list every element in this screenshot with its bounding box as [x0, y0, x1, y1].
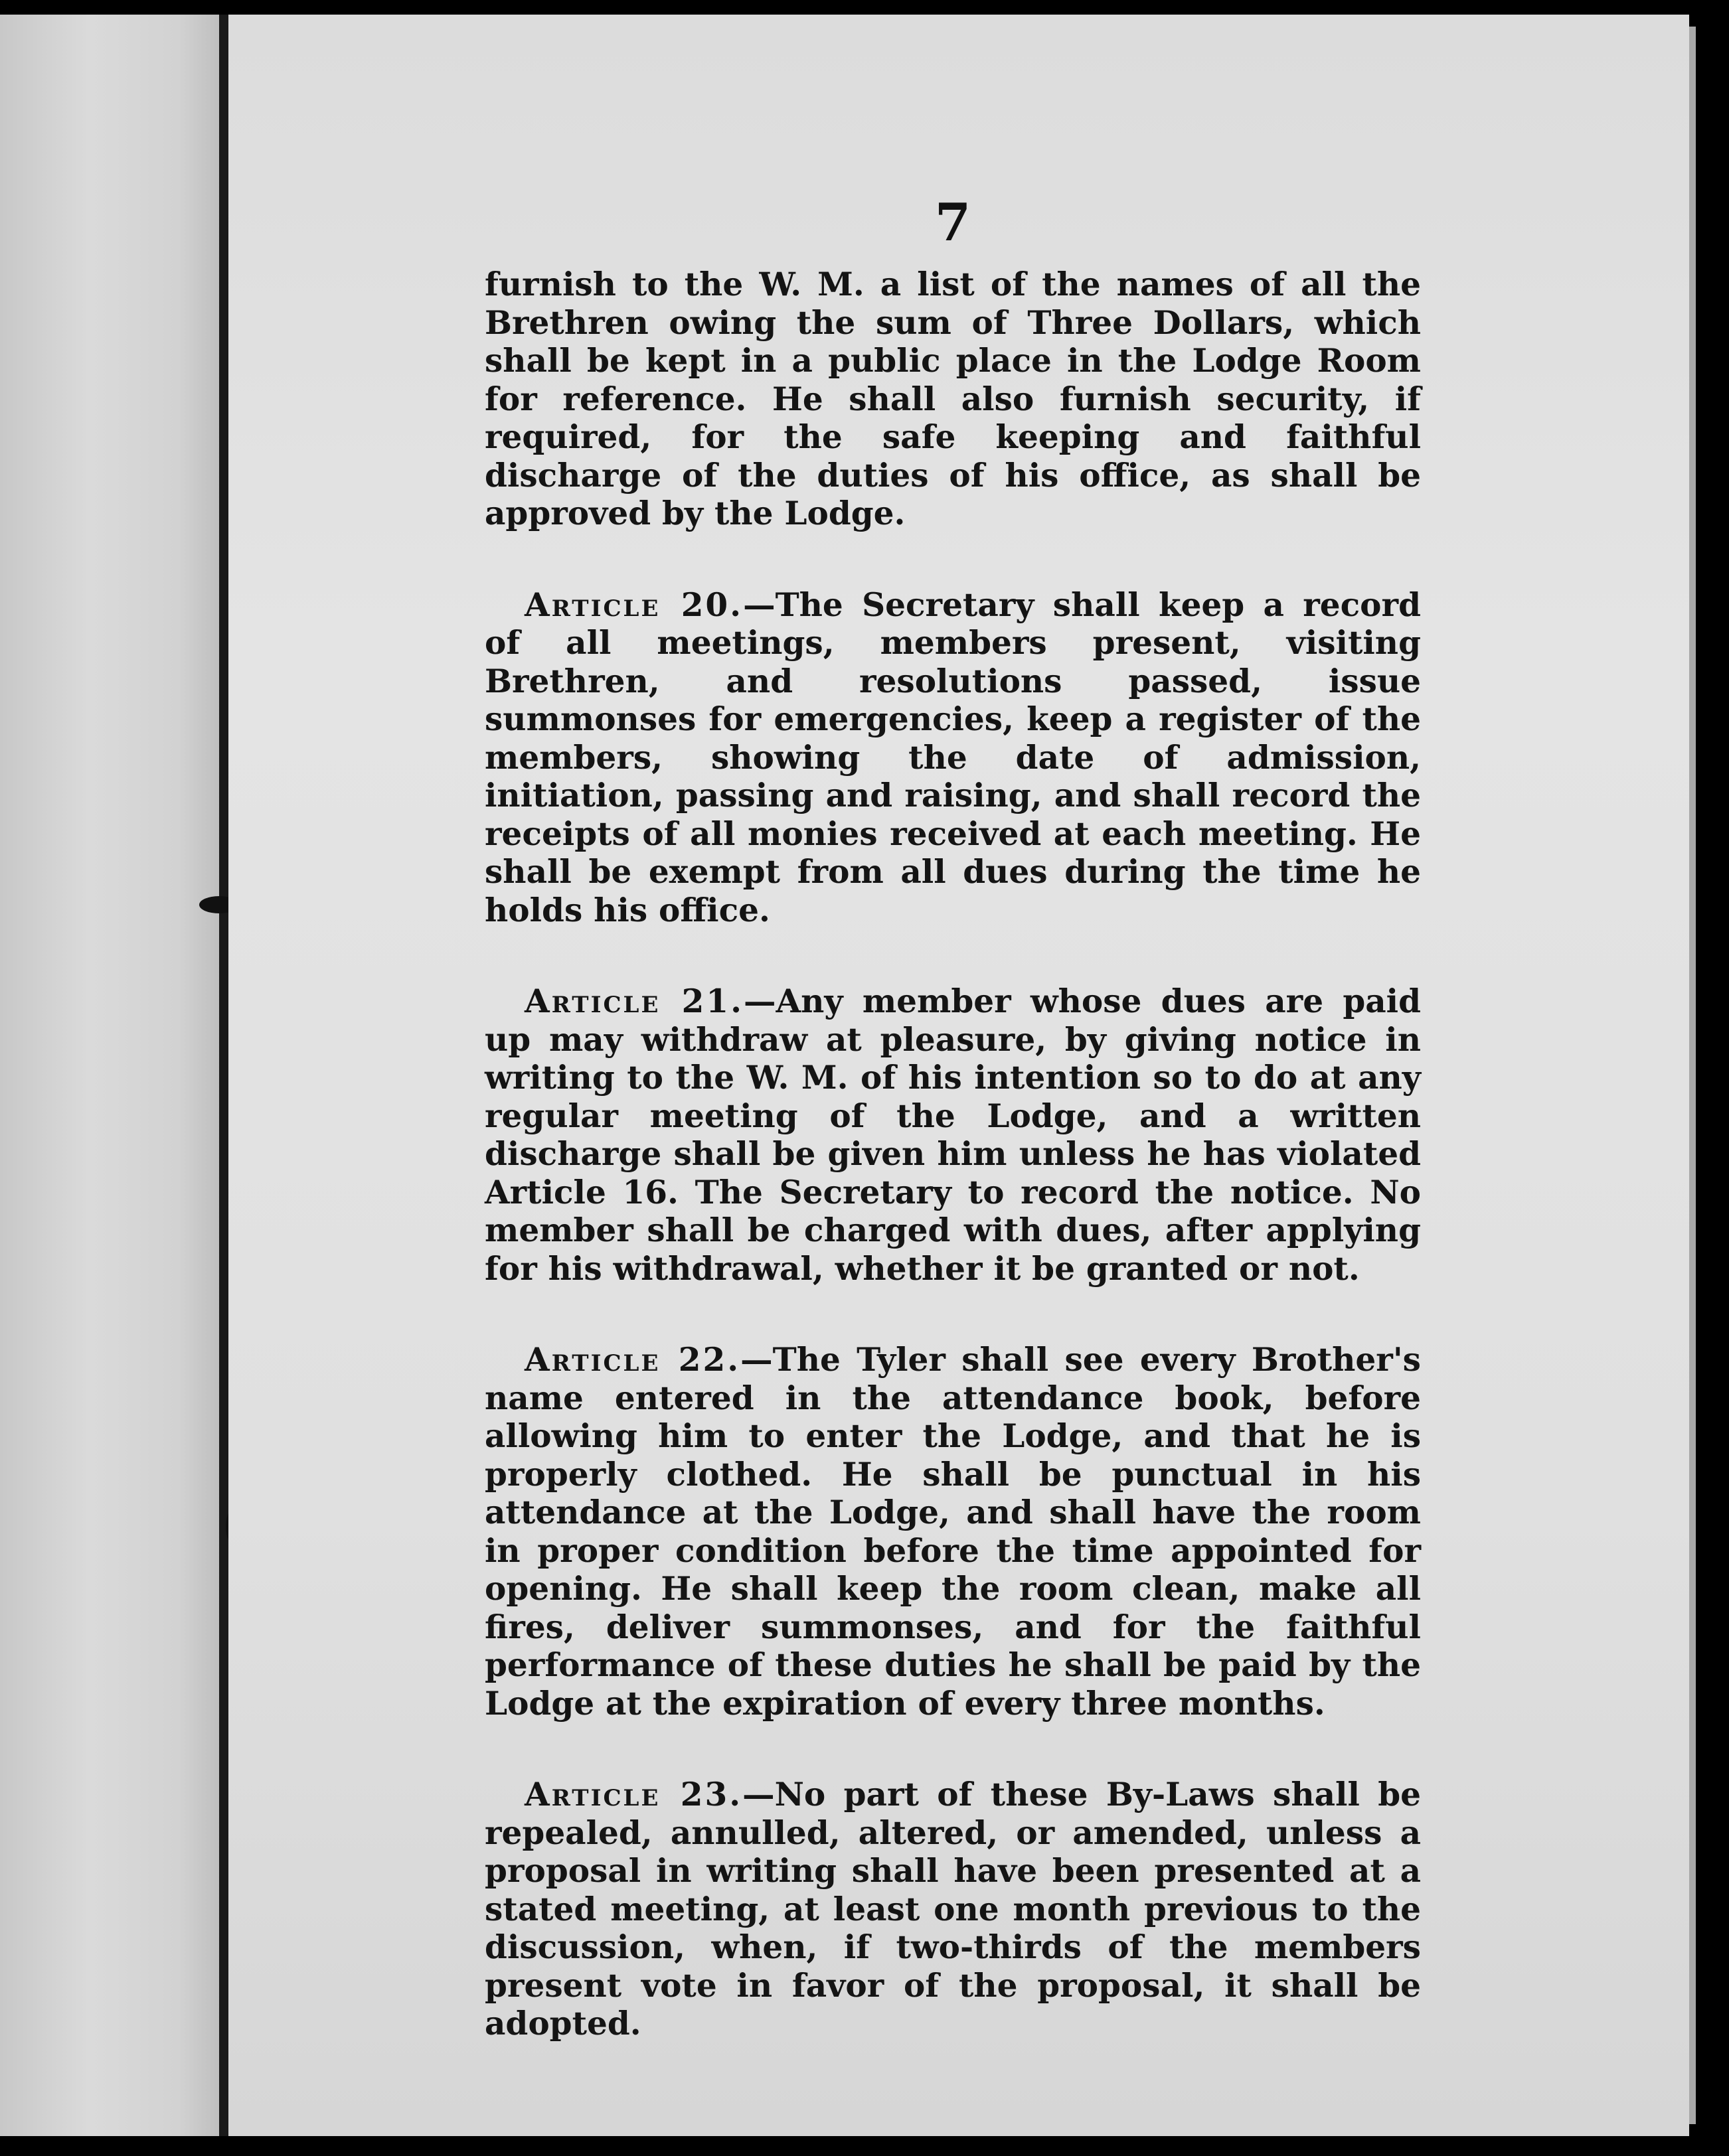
- page-number: 7: [934, 193, 971, 253]
- left-page-margin: [0, 15, 223, 2136]
- article-20: [485, 586, 1421, 930]
- article-label: Article 20.: [525, 585, 744, 624]
- article-label: Article 21.: [525, 982, 744, 1020]
- book-spine: [219, 15, 228, 2136]
- article-label: Article 22.: [525, 1341, 741, 1379]
- article-text: —No part of these By-Laws shall be repealed, annulled, altered, or amended, unless a proposal in writing shall have been presented at a stated meeting, at least one month previous to the discussion, when, if two-thirds of the members present vote in favor of the proposal, it shall be adopted.: [485, 1776, 1421, 2042]
- page-body: [485, 266, 1421, 2043]
- article-text: —Any member whose dues are paid up may withdraw at pleasure, by giving notice in writing to the W. M. of his intention so to do at any regular meeting of the Lodge, and a written discharge shall be given him unless he has violated Article 16. The Secretary to record the notice. No member shall be charged with dues, after applying for his withdrawal, whether it be granted or not.: [485, 982, 1421, 1288]
- article-21: [485, 982, 1421, 1288]
- article-text: —The Secretary shall keep a record of all meetings, members present, visiting Brethren, and resolutions passed, issue summonses for emergencies, keep a register of the members, showing the date of admission, initiation, passing and raising, and shall record the receipts of all monies received at each meeting. He shall be exempt from all dues during the time he holds his office.: [485, 585, 1421, 929]
- article-23: [485, 1776, 1421, 2043]
- continuation-paragraph: furnish to the W. M. a list of the names of all the Brethren owing the sum of Three Dollars, which shall be kept in a public place in the Lodge Room for reference. He shall also furnish security, if required, for the safe keeping and faithful discharge of the duties of his office, as shall be approved by the Lodge.: [485, 266, 1421, 532]
- article-text: —The Tyler shall see every Brother's name entered in the attendance book, before allowing him to enter the Lodge, and that he is properly clothed. He shall be punctual in his attendance at the Lodge, and shall have the room in proper condition before the time appointed for opening. He shall keep the room clean, make all fires, deliver summonses, and for the faithful performance of these duties he shall be paid by the Lodge at the expiration of every three months.: [485, 1341, 1421, 1723]
- page-edge: [1689, 27, 1696, 2124]
- article-label: Article 23.: [525, 1776, 743, 1813]
- article-22: [485, 1341, 1421, 1723]
